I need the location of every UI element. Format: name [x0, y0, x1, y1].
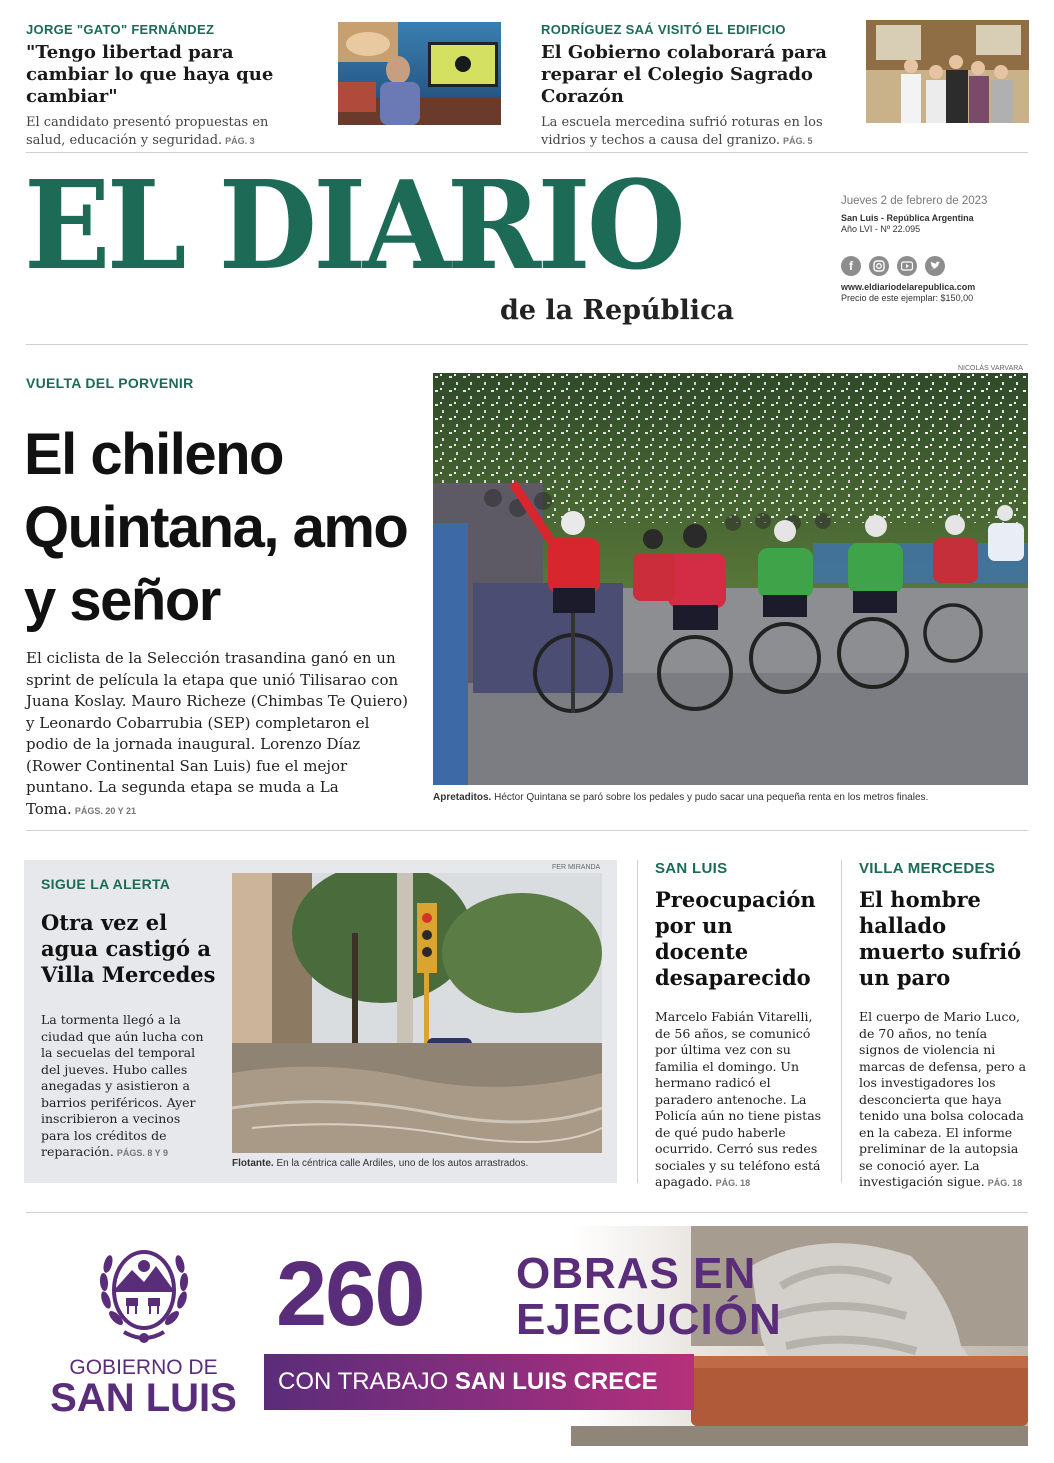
column-kicker: SAN LUIS [655, 860, 728, 877]
divider [26, 344, 1028, 345]
teaser-photo-group[interactable] [866, 20, 1029, 123]
teaser-summary: La escuela mercedina sufrió roturas en los vidrios y techos a causa del granizo. PÁG. 5 [541, 115, 823, 148]
edition-date: Jueves 2 de febrero de 2023 [841, 195, 988, 207]
ad-line2: EJECUCIÓN [516, 1295, 782, 1344]
facebook-icon[interactable]: f [841, 256, 861, 276]
advertisement[interactable] [26, 1226, 1028, 1446]
column-body: Marcelo Fabián Vitarelli, de 56 años, se comunicó por última vez con su familia el domingo. Un hermano radicó el paradero antenoche. La Policía aún no tiene pistas de qué pudo haberle ocurrido. Cerró sus redes sociales y su teléfono está apagado. PÁG. 18 [655, 1009, 822, 1189]
flood-headline[interactable]: Otra vez el agua castigó a Villa Mercedes [41, 910, 216, 987]
lead-headline[interactable]: El chileno Quintana, amo y señor [24, 422, 408, 633]
twitter-icon[interactable] [925, 256, 945, 276]
gov-san-luis-seal [94, 1240, 194, 1350]
column-body: El cuerpo de Mario Luco, de 70 años, no tenía signos de violencia ni marcas de defensa, pero a los investigadores los desconcierta que haya tenido una bolsa colocada en la cabeza. El informe preliminar de la autopsia se conoció ayer. La investigación sigue. PÁG. 18 [859, 1009, 1027, 1189]
youtube-icon[interactable] [897, 256, 917, 276]
column-story-san-luis[interactable] [655, 860, 825, 1192]
gov-label-line1: GOBIERNO DE [69, 1356, 218, 1379]
column-headline[interactable]: Preocupación por un docente desaparecido [655, 887, 816, 990]
lead-body: El ciclista de la Selección trasandina ganó en un sprint de película la etapa que unió Tilisarao con Juana Koslay. Mauro Richeze (Chimbas Te Quiero) y Leonardo Cobarrubia (SEP) completaron el podio de la jornada inaugural. Lorenzo Díaz (Rower Continental San Luis) fue el mejor puntano. La segunda etapa se muda a La Toma. PÁGS. 20 Y 21 [26, 649, 408, 818]
teaser-photo-tv-studio[interactable] [338, 22, 501, 125]
divider [26, 1212, 1028, 1213]
ad-banner-bold: SAN LUIS CRECE [454, 1368, 658, 1395]
masthead-title[interactable]: EL DIARIO [24, 153, 682, 297]
flood-photo-credit: FER MIRANDA [552, 864, 601, 871]
instagram-icon[interactable] [869, 256, 889, 276]
edition-info [841, 195, 1031, 303]
column-headline[interactable]: El hombre hallado muerto sufrió un paro [859, 887, 1022, 990]
teaser-photo-graphic [338, 22, 501, 125]
teaser-1[interactable] [26, 22, 326, 150]
column-kicker: VILLA MERCEDES [859, 860, 996, 877]
lead-caption: Apretaditos. Héctor Quintana se paró sobre los pedales y pudo sacar una pequeña renta en los metros finales. [433, 792, 929, 803]
edition-location: San Luis - República Argentina [841, 213, 974, 223]
ad-number: 260 [276, 1243, 424, 1345]
ad-banner-prefix: CON TRABAJO [278, 1368, 449, 1395]
lead-photo-cycling-sprint[interactable] [433, 373, 1028, 785]
column-divider [841, 860, 842, 1183]
teaser-headline[interactable]: El Gobierno colaborará para reparar el Colegio Sagrado Corazón [541, 42, 827, 107]
issue-price: Precio de este ejemplar: $150,00 [841, 293, 974, 303]
masthead-subtitle: de la República [499, 295, 734, 326]
column-divider [637, 860, 638, 1183]
website-link[interactable]: www.eldiariodelarepublica.com [841, 282, 976, 292]
ad-line1: OBRAS EN [516, 1249, 757, 1298]
social-links [841, 256, 1031, 276]
lead-photo-credit: NICOLÁS VARVARA [958, 365, 1023, 372]
column-story-villa-mercedes[interactable] [859, 860, 1031, 1192]
lead-photo-graphic [433, 373, 1028, 785]
flood-caption: Flotante. En la céntrica calle Ardiles, uno de los autos arrastrados. [232, 1158, 529, 1169]
coat-of-arms-icon [94, 1240, 194, 1350]
teaser-kicker: RODRÍGUEZ SAÁ VISITÓ EL EDIFICIO [541, 22, 786, 37]
masthead [24, 153, 744, 340]
teaser-summary: El candidato presentó propuestas en salud, educación y seguridad. PÁG. 3 [26, 115, 269, 148]
teaser-headline[interactable]: "Tengo libertad para cambiar lo que haya que cambiar" [26, 42, 274, 107]
edition-number: Año LVI - Nº 22.095 [841, 224, 921, 234]
teaser-2[interactable] [541, 22, 851, 150]
flood-body: La tormenta llegó a la ciudad que aún lucha con la secuelas del temporal del jueves. Hubo calles anegadas y asistieron a barrios periféricos. Ayer inscribieron a vecinos para los créditos de reparación. PÁGS. 8 Y 9 [41, 1012, 204, 1159]
flood-photo-street[interactable] [232, 873, 602, 1153]
flood-kicker: SIGUE LA ALERTA [41, 876, 171, 892]
ad-banner [264, 1354, 694, 1410]
divider [26, 830, 1028, 831]
gov-label-line2: SAN LUIS [50, 1376, 237, 1420]
flood-photo-graphic [232, 873, 602, 1153]
teaser-photo-graphic [866, 20, 1029, 123]
teaser-kicker: JORGE "GATO" FERNÁNDEZ [26, 22, 215, 37]
lead-kicker: VUELTA DEL PORVENIR [26, 375, 194, 391]
